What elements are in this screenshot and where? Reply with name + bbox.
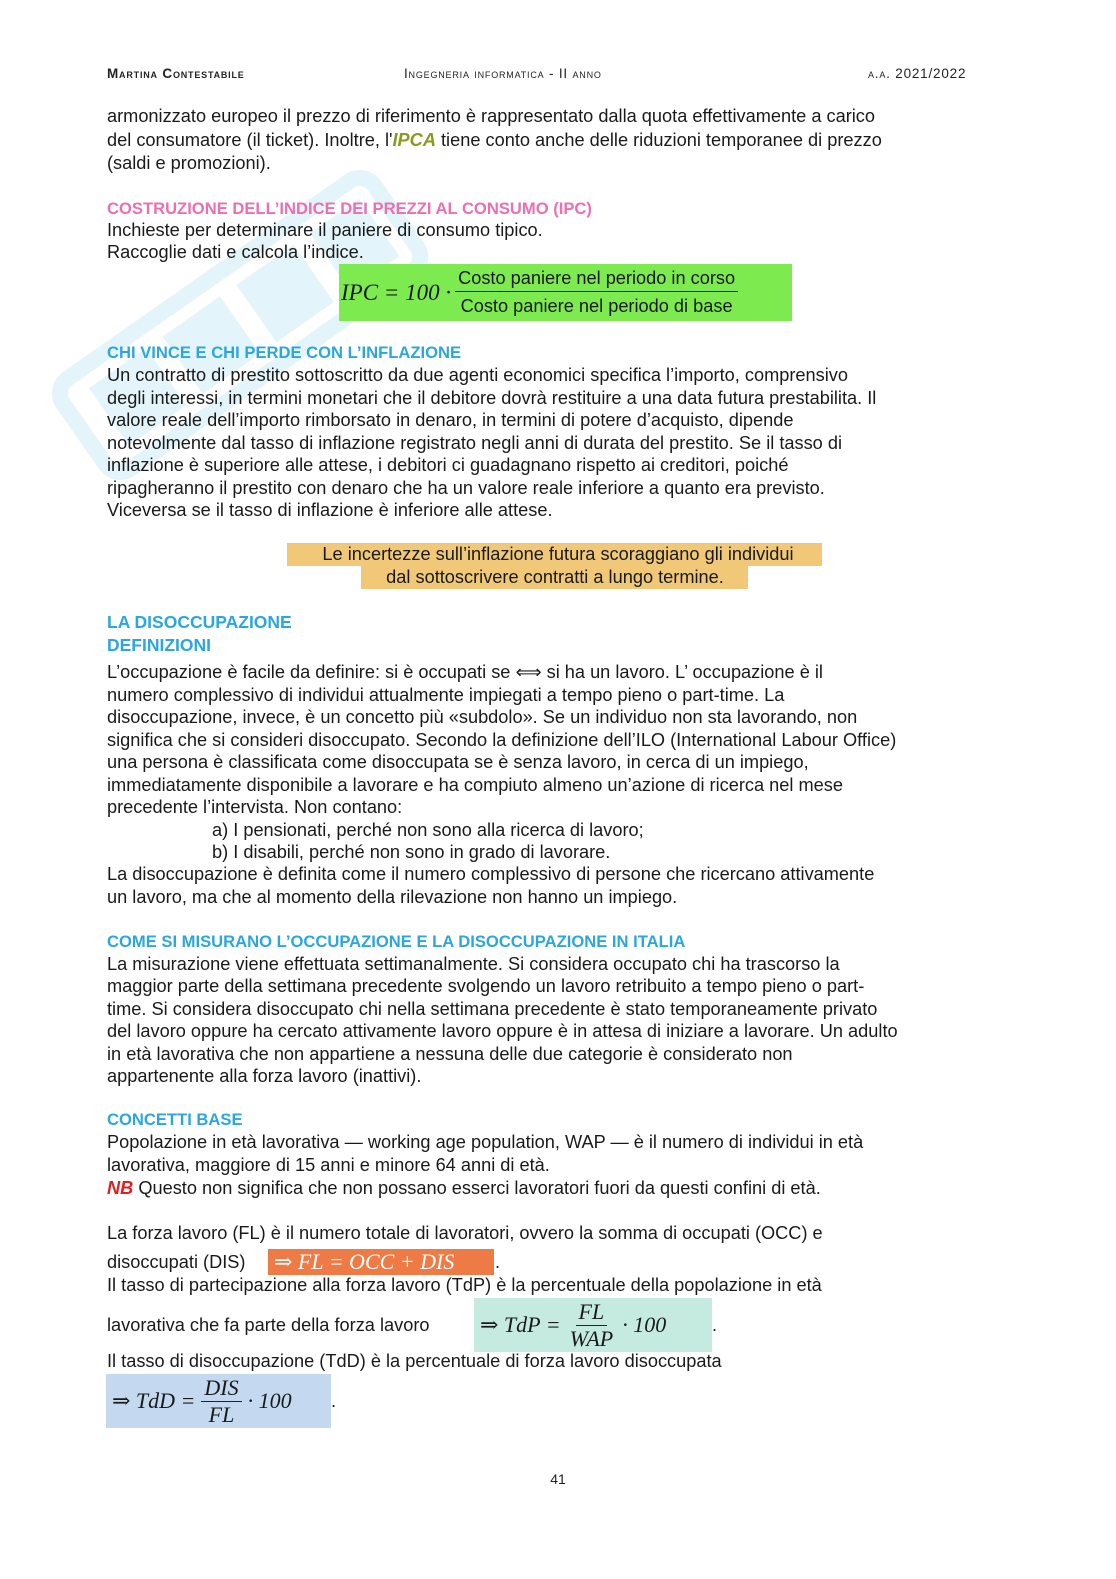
italy-line: time. Si considera disoccupato chi nella settimana precedente è stato temporaneamente privato — [107, 999, 878, 1019]
nb-text: Questo non significa che non possano esserci lavoratori fuori da questi confini di età. — [133, 1178, 821, 1198]
italy-line: La misurazione viene effettuata settimanalmente. Si considera occupato chi ha trascorso la — [107, 954, 840, 974]
fl-formula: ⇒ FL = OCC + DIS — [274, 1249, 455, 1274]
ipc-heading: COSTRUZIONE DELL’INDICE DEI PREZZI AL CONSUMO (IPC) — [107, 199, 592, 218]
inflation-line: Viceversa se il tasso di inflazione è inferiore alle attese. — [107, 500, 553, 520]
tdd-fraction — [201, 1375, 241, 1428]
tdd-numerator: DIS — [201, 1375, 241, 1402]
ipc-numerator: Costo paniere nel periodo in corso — [455, 266, 738, 292]
inflation-line: degli interessi, in termini monetari che il debitore dovrà restituire a una data futura prestabilita. Il — [107, 388, 877, 408]
italy-line: in età lavorativa che non appartiene a nessuna delle due categorie è considerato non — [107, 1044, 793, 1064]
highlight-line-1: Le incertezze sull’inflazione futura scoraggiano gli individui — [322, 544, 794, 564]
italy-heading: COME SI MISURANO L’OCCUPAZIONE E LA DISOCCUPAZIONE IN ITALIA — [107, 932, 686, 951]
inflation-line: ripagheranno il prestito con denaro che ha un valore reale inferiore a quanto era previsto. — [107, 478, 825, 498]
tdp-fraction — [567, 1299, 617, 1352]
definition-line: una persona è classificata come disoccupata se è senza lavoro, in cerca di un impiego, — [107, 752, 809, 772]
header-year: a.a. 2021/2022 — [868, 66, 967, 81]
definition-line-1 — [107, 661, 823, 684]
tdd-formula — [112, 1374, 292, 1428]
intro-text: del consumatore (il ticket). Inoltre, l' — [107, 130, 393, 150]
definition-line: immediatamente disponibile a lavorare e ha compiuto almeno un’azione di ricerca nel mese — [107, 775, 843, 795]
definitions-heading: DEFINIZIONI — [107, 635, 212, 655]
base-heading: CONCETTI BASE — [107, 1110, 243, 1129]
definition-line: disoccupazione, invece, è un concetto più «subdolo». Se un individuo non sta lavorando, non — [107, 707, 858, 727]
ipc-line-1: Inchieste per determinare il paniere di consumo tipico. — [107, 220, 543, 240]
intro-line-3: (saldi e promozioni). — [107, 153, 271, 173]
wap-line-2: lavorativa, maggiore di 15 anni e minore 64 anni di età. — [107, 1155, 550, 1175]
iff-arrow: ⟺ — [515, 662, 542, 682]
list-item-b: b) I disabili, perché non sono in grado di lavorare. — [212, 842, 611, 862]
definition-text: L’occupazione è facile da definire: si è occupati se — [107, 662, 516, 682]
nb-label: NB — [107, 1178, 134, 1198]
fl-period: . — [495, 1252, 501, 1272]
fl-line-1: La forza lavoro (FL) è il numero totale di lavoratori, ovvero la somma di occupati (OCC) e — [107, 1223, 823, 1243]
header-course: Ingegneria informatica - II anno — [404, 66, 602, 81]
unemployment-heading: LA DISOCCUPAZIONE — [107, 612, 292, 632]
definition-closing: un lavoro, ma che al momento della rilevazione non hanno un impiego. — [107, 887, 678, 907]
wap-line-1: Popolazione in età lavorativa — working age population, WAP — è il numero di individui in età — [107, 1132, 864, 1152]
inflation-line: inflazione è superiore alle attese, i debitori ci guadagnano rispetto ai creditori, poiché — [107, 455, 789, 475]
tdp-denominator: WAP — [569, 1325, 614, 1351]
tdd-period: . — [331, 1391, 337, 1411]
tdp-formula — [480, 1298, 666, 1352]
tdp-lhs: ⇒ TdP = — [480, 1312, 561, 1337]
tdp-line-2: lavorativa che fa parte della forza lavoro — [107, 1315, 430, 1335]
definition-text: si ha un lavoro. L’ occupazione è il — [541, 662, 823, 682]
intro-text: tiene conto anche delle riduzioni temporanee di prezzo — [435, 130, 882, 150]
tdd-rhs: · 100 — [247, 1388, 292, 1413]
definition-closing: La disoccupazione è definita come il numero complessivo di persone che ricercano attivamente — [107, 864, 875, 884]
inflation-line: notevolmente dal tasso di inflazione registrato negli anni di durata del prestito. Se il tasso di — [107, 433, 843, 453]
ipc-formula-lhs: IPC = 100 · — [341, 279, 452, 305]
italy-line: maggior parte della settimana precedente svolgendo un lavoro retribuito a tempo pieno o part- — [107, 976, 865, 996]
inflation-line: Un contratto di prestito sottoscritto da due agenti economici specifica l’importo, comprensivo — [107, 365, 848, 385]
tdp-rhs: · 100 — [622, 1312, 667, 1337]
ipc-line-2: Raccoglie dati e calcola l’indice. — [107, 242, 364, 262]
fl-line-2: disoccupati (DIS) — [107, 1252, 246, 1272]
ipc-formula — [339, 264, 792, 321]
definition-line: significa che si consideri disoccupato. Secondo la definizione dell’ILO (International Labour Office) — [107, 730, 897, 750]
tdp-line-1: Il tasso di partecipazione alla forza lavoro (TdP) è la percentuale della popolazione in età — [107, 1275, 822, 1295]
tdp-period: . — [712, 1315, 718, 1335]
italy-line: del lavoro oppure ha cercato attivamente lavoro oppure è in attesa di iniziare a lavorare. Un adulto — [107, 1021, 898, 1041]
ipc-denominator: Costo paniere nel periodo di base — [460, 295, 733, 316]
tdd-denominator: FL — [208, 1401, 235, 1427]
definition-line: precedente l’intervista. Non contano: — [107, 797, 403, 817]
tdp-numerator: FL — [576, 1299, 608, 1326]
intro-line-2 — [107, 129, 882, 152]
ipc-fraction — [455, 266, 738, 320]
intro-line-1: armonizzato europeo il prezzo di riferimento è rappresentato dalla quota effettivamente a carico — [107, 106, 876, 126]
tdd-line-1: Il tasso di disoccupazione (TdD) è la percentuale di forza lavoro disoccupata — [107, 1351, 722, 1371]
inflation-heading: CHI VINCE E CHI PERDE CON L’INFLAZIONE — [107, 343, 462, 362]
highlight-line-2: dal sottoscrivere contratti a lungo termine. — [386, 567, 724, 587]
tdd-lhs: ⇒ TdD = — [112, 1388, 196, 1413]
nb-line — [107, 1177, 821, 1200]
ipca-term: IPCA — [392, 130, 436, 150]
header-author: Martina Contestabile — [107, 66, 245, 81]
italy-line: appartenente alla forza lavoro (inattivi). — [107, 1066, 422, 1086]
list-item-a: a) I pensionati, perché non sono alla ricerca di lavoro; — [212, 820, 644, 840]
page-number: 41 — [550, 1471, 566, 1487]
definition-line: numero complessivo di individui attualmente impiegati a tempo pieno o part-time. La — [107, 685, 785, 705]
inflation-line: valore reale dell’importo rimborsato in denaro, in termini di potere d’acquisto, dipende — [107, 410, 794, 430]
